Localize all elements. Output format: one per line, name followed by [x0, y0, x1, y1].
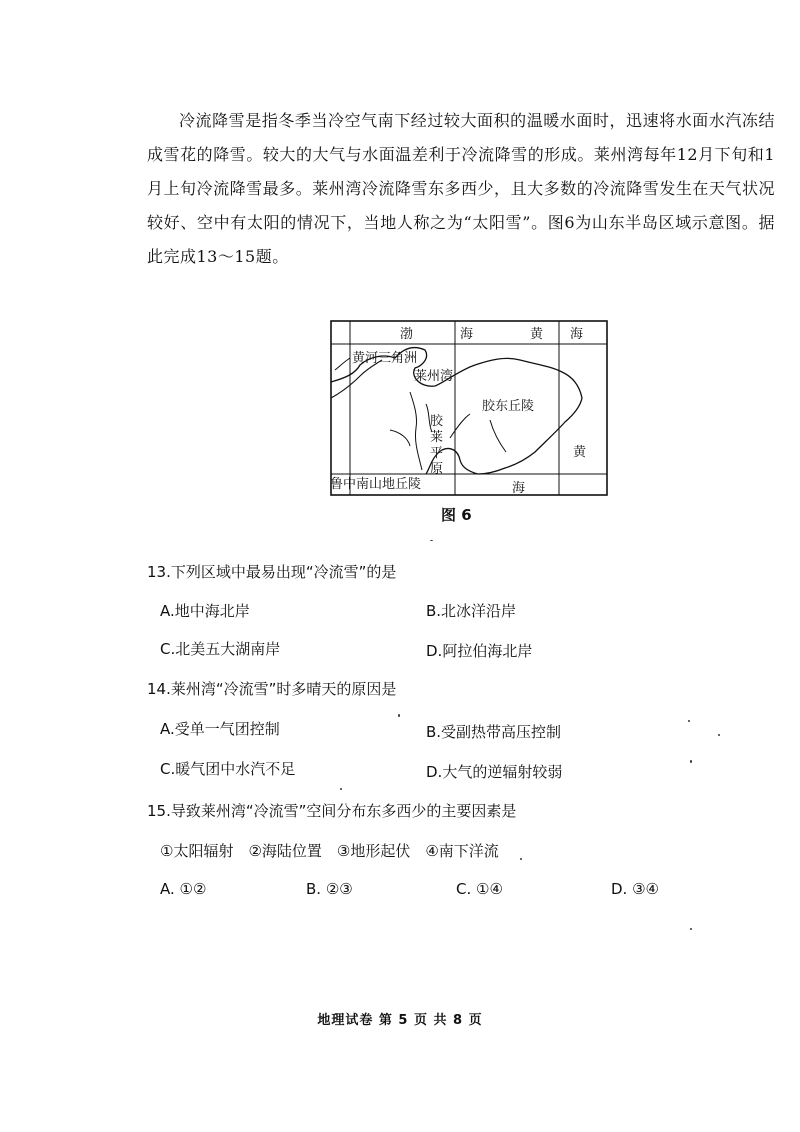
label-laizhou-bay: 莱州湾	[414, 369, 454, 384]
label-jiaodong-hills: 胶东丘陵	[482, 399, 535, 414]
map-svg	[330, 320, 610, 498]
label-hai-bottom: 海	[512, 481, 526, 496]
scan-speck	[430, 540, 433, 541]
shandong-peninsula-map	[330, 320, 610, 498]
scan-speck	[690, 760, 692, 763]
reading-passage: 冷流降雪是指冬季当冷空气南下经过较大面积的温暖水面时，迅速将水面水汽冻结成雪花的降雪。较大的大气与水面温差利于冷流降雪的形成。莱州湾每年12月下旬和1月上旬冷流降雪最多。莱州湾冷流降雪东多西少，且大多数的冷流降雪发生在天气状况较好、空中有太阳的情况下，当地人称之为“太阳雪”。图6为山东半岛区域示意图。据此完成13～15题。	[147, 111, 775, 266]
label-jiaolai-1: 胶	[430, 414, 444, 429]
question-13-option-b: B.北冰洋沿岸	[426, 602, 517, 620]
question-14-option-b: B.受副热带高压控制	[426, 723, 562, 741]
question-13-stem: 13.下列区域中最易出现“冷流雪”的是	[147, 563, 397, 581]
inland-river	[390, 430, 410, 446]
label-luzhong: 鲁中南山地丘陵	[330, 477, 422, 492]
question-14-option-c: C.暖气团中水汽不足	[160, 760, 296, 778]
map-frame	[331, 321, 607, 495]
question-15-option-d: D. ③④	[611, 880, 659, 898]
question-15-option-c: C. ①④	[456, 880, 503, 898]
scan-speck	[520, 858, 522, 860]
question-15-stem: 15.导致莱州湾“冷流雪”空间分布东多西少的主要因素是	[147, 802, 517, 820]
question-14-option-d: D.大气的逆辐射较弱	[426, 763, 563, 781]
question-15-factors: ①太阳辐射 ②海陆位置 ③地形起伏 ④南下洋流	[160, 842, 499, 860]
scan-speck	[690, 928, 692, 930]
question-13-option-d: D.阿拉伯海北岸	[426, 642, 533, 660]
question-15-option-b: B. ②③	[306, 880, 353, 898]
question-13-option-a: A.地中海北岸	[160, 602, 250, 620]
figure-caption: 图 6	[441, 506, 472, 524]
coastline	[331, 348, 582, 474]
label-jiaolai-4: 原	[430, 462, 444, 477]
question-14-option-a: A.受单一气团控制	[160, 720, 280, 738]
peninsula-river	[450, 414, 470, 438]
question-15-option-a: A. ①②	[160, 880, 207, 898]
question-14-stem: 14.莱州湾“冷流雪”时多晴天的原因是	[147, 680, 397, 698]
question-13-option-c: C.北美五大湖南岸	[160, 640, 281, 658]
jiaolai-river	[410, 392, 422, 470]
label-bohai-2: 海	[460, 327, 474, 342]
river-branch	[335, 358, 350, 370]
label-bohai-1: 渤	[400, 327, 414, 342]
label-huang-right: 黄	[573, 445, 587, 460]
label-huanghai-top-1: 黄	[530, 327, 544, 342]
page-footer: 地理试卷 第 5 页 共 8 页	[317, 1013, 483, 1028]
scan-speck	[340, 788, 342, 790]
label-jiaolai-3: 平	[430, 446, 444, 461]
label-huanghai-top-2: 海	[570, 327, 584, 342]
label-huanghe-delta: 黄河三角洲	[352, 351, 418, 366]
scan-speck	[718, 734, 720, 736]
peninsula-river	[490, 420, 506, 452]
scan-speck	[398, 714, 400, 717]
label-jiaolai-2: 莱	[430, 430, 444, 445]
scan-speck	[688, 720, 690, 722]
